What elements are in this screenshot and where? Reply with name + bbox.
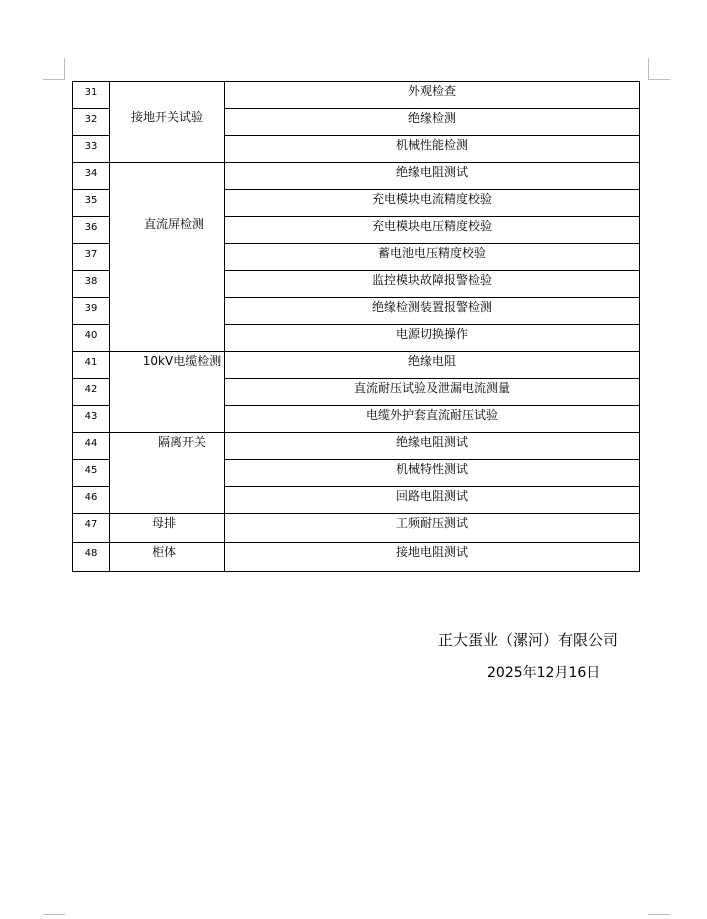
crop-mark-top-left-v	[64, 58, 65, 80]
test-item: 绝缘电阻	[225, 352, 640, 379]
test-item: 机械性能检测	[225, 136, 640, 163]
test-item: 监控模块故障报警检验	[225, 271, 640, 298]
crop-mark-top-right-v	[648, 58, 649, 80]
company-name: 正大蛋业（漯河）有限公司	[438, 631, 619, 649]
test-item: 绝缘检测装置报警检测	[225, 298, 640, 325]
category-grounding-switch: 接地开关试验	[130, 110, 203, 124]
table-row	[73, 514, 640, 543]
category-cell	[110, 82, 225, 163]
row-number: 37	[73, 244, 110, 271]
test-item: 外观检查	[225, 82, 640, 109]
row-number: 46	[73, 487, 110, 514]
crop-mark-top-right-h	[648, 79, 670, 80]
row-number: 31	[73, 82, 110, 109]
category-isolator: 隔离开关	[157, 435, 206, 449]
row-number: 44	[73, 433, 110, 460]
crop-mark-top-left-h	[43, 79, 65, 80]
row-number: 38	[73, 271, 110, 298]
document-date: 2025年12月16日	[487, 665, 601, 681]
test-item: 充电模块电流精度校验	[225, 190, 640, 217]
test-item: 绝缘检测	[225, 109, 640, 136]
category-cell	[110, 433, 225, 514]
table-row	[73, 433, 640, 460]
row-number: 43	[73, 406, 110, 433]
test-item: 电源切换操作	[225, 325, 640, 352]
category-busbar: 母排	[151, 516, 176, 530]
row-number: 41	[73, 352, 110, 379]
table-row	[73, 352, 640, 379]
test-items-table	[72, 81, 640, 572]
row-number: 34	[73, 163, 110, 190]
test-item: 电缆外护套直流耐压试验	[225, 406, 640, 433]
category-cell	[110, 514, 225, 543]
row-number: 47	[73, 514, 110, 543]
table-row	[73, 82, 640, 109]
table-row	[73, 163, 640, 190]
table-row	[73, 543, 640, 572]
test-item: 工频耐压测试	[225, 514, 640, 543]
row-number: 39	[73, 298, 110, 325]
row-number: 32	[73, 109, 110, 136]
test-item: 回路电阻测试	[225, 487, 640, 514]
row-number: 42	[73, 379, 110, 406]
row-number: 33	[73, 136, 110, 163]
test-item: 充电模块电压精度校验	[225, 217, 640, 244]
row-number: 36	[73, 217, 110, 244]
category-dc-panel: 直流屏检测	[143, 217, 204, 231]
category-cabinet: 柜体	[151, 545, 176, 559]
test-item: 机械特性测试	[225, 460, 640, 487]
row-number: 40	[73, 325, 110, 352]
category-cell	[110, 352, 225, 433]
test-item: 绝缘电阻测试	[225, 433, 640, 460]
test-item: 直流耐压试验及泄漏电流测量	[225, 379, 640, 406]
row-number: 45	[73, 460, 110, 487]
crop-mark-bottom-left-h	[43, 914, 65, 915]
category-cell	[110, 163, 225, 352]
category-cable-10kv: 10kV电缆检测	[142, 354, 222, 368]
crop-mark-bottom-right-h	[648, 914, 670, 915]
test-item: 接地电阻测试	[225, 543, 640, 572]
row-number: 35	[73, 190, 110, 217]
row-number: 48	[73, 543, 110, 572]
test-item: 绝缘电阻测试	[225, 163, 640, 190]
test-item: 蓄电池电压精度校验	[225, 244, 640, 271]
category-cell	[110, 543, 225, 572]
